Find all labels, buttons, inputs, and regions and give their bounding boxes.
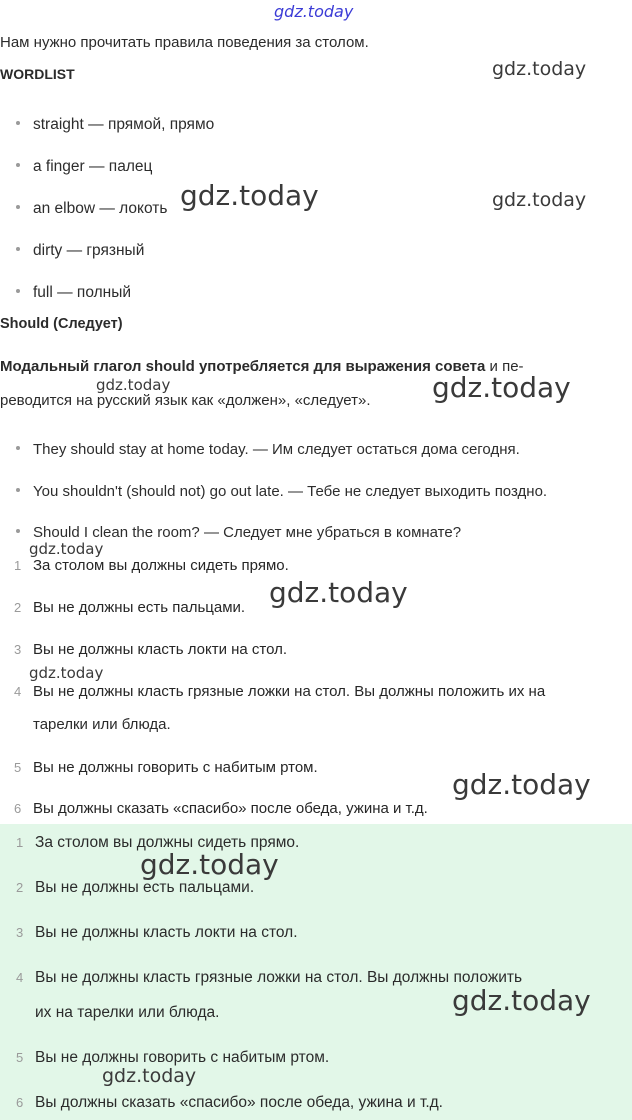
watermark: gdz.today [29, 540, 104, 558]
bullet-dot [16, 205, 20, 209]
answer-item: 3 Вы не должны класть локти на стол. [14, 641, 288, 658]
example-item: You shouldn't (should not) go out late. — Тебе не следует выходить поздно. [16, 483, 547, 500]
intro-text: Нам нужно прочитать правила поведения за столом. [0, 34, 369, 51]
watermark: gdz.today [452, 768, 591, 801]
grammar-rule-line1: Модальный глагол should употребляется для выражения совета и пе- [0, 358, 524, 375]
answer-item: 6 Вы должны сказать «спасибо» после обеда, ужина и т.д. [14, 800, 428, 817]
watermark: gdz.today [102, 1065, 197, 1087]
wordlist-item: dirty — грязный [16, 242, 144, 260]
answer-panel-item: 3 Вы не должны класть локти на стол. [16, 924, 298, 941]
answer-item: 1 За столом вы должны сидеть прямо. [14, 557, 289, 574]
wordlist-item: a finger — палец [16, 158, 152, 176]
answer-item: 5 Вы не должны говорить с набитым ртом. [14, 759, 318, 776]
watermark: gdz.today [29, 664, 104, 682]
answer-panel-item-continuation: их на тарелки или блюда. [35, 1004, 220, 1021]
example-item: Should I clean the room? — Следует мне убраться в комнате? [16, 524, 461, 541]
bullet-dot [16, 529, 20, 533]
watermark: gdz.today [269, 576, 408, 609]
answer-panel-item: 6 Вы должны сказать «спасибо» после обеда, ужина и т.д. [16, 1094, 443, 1111]
watermark: gdz.today [96, 376, 171, 394]
wordlist-heading: WORDLIST [0, 66, 75, 82]
answer-item: 4 Вы не должны класть грязные ложки на стол. Вы должны положить их на [14, 683, 546, 700]
watermark: gdz.today [492, 189, 587, 211]
watermark: gdz.today [140, 848, 279, 881]
bullet-dot [16, 247, 20, 251]
answer-panel-item: 4 Вы не должны класть грязные ложки на стол. Вы должны положить [16, 969, 523, 986]
grammar-heading: Should (Следует) [0, 316, 123, 332]
bullet-dot [16, 163, 20, 167]
watermark: gdz.today [492, 58, 587, 80]
answer-item-continuation: тарелки или блюда. [33, 716, 171, 733]
wordlist-item: an elbow — локоть [16, 200, 167, 218]
bullet-dot [16, 121, 20, 125]
watermark: gdz.today [452, 984, 591, 1017]
grammar-rule-line2: реводится на русский язык как «должен», «следует». [0, 392, 371, 409]
watermark: gdz.today [432, 371, 571, 404]
watermark: gdz.today [180, 179, 319, 212]
wordlist-item: straight — прямой, прямо [16, 116, 214, 134]
answer-item: 2 Вы не должны есть пальцами. [14, 599, 246, 616]
bullet-dot [16, 289, 20, 293]
answer-panel-item: 1 За столом вы должны сидеть прямо. [16, 834, 300, 851]
wordlist-item: full — полный [16, 284, 131, 302]
answer-panel-item: 2 Вы не должны есть пальцами. [16, 879, 255, 896]
answer-panel-item: 5 Вы не должны говорить с набитым ртом. [16, 1049, 330, 1066]
bullet-dot [16, 446, 20, 450]
bullet-dot [16, 488, 20, 492]
watermark-top: gdz.today [274, 2, 354, 21]
example-item: They should stay at home today. — Им следует остаться дома сегодня. [16, 441, 520, 458]
